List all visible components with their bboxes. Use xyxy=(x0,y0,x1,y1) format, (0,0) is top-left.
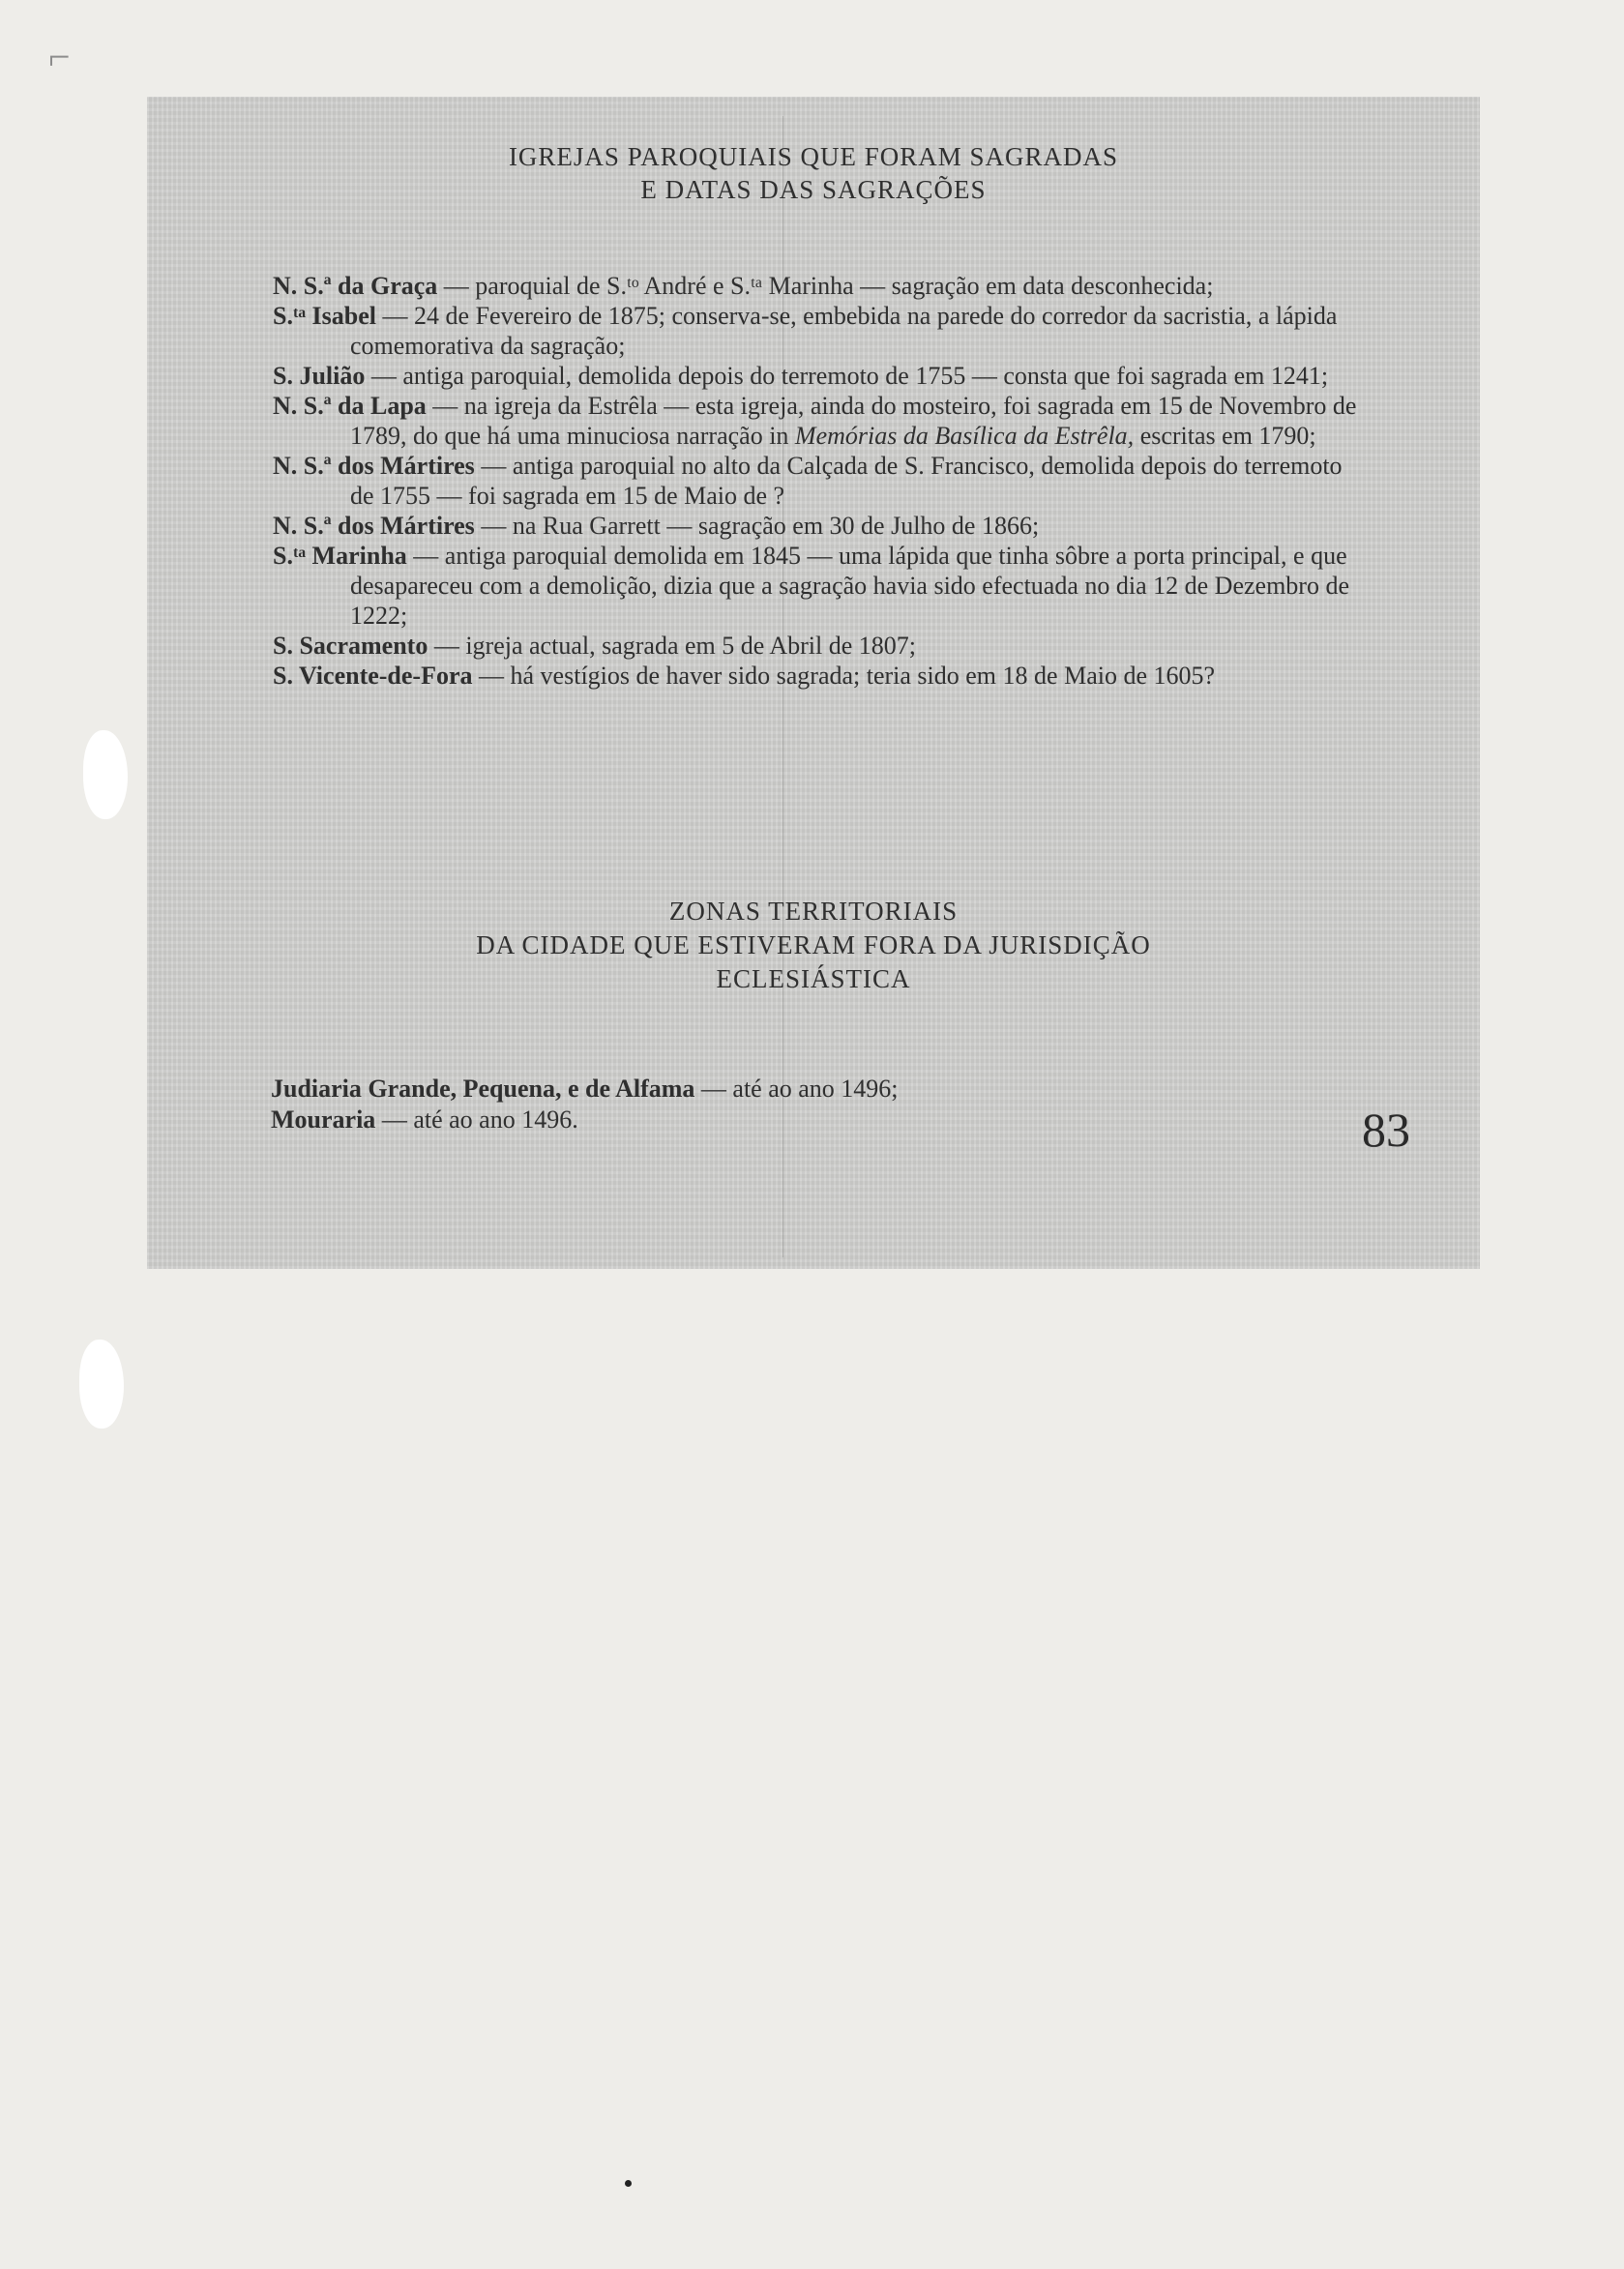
list-item: N. S.ª dos Mártires — na Rua Garrett — sagração em 30 de Julho de 1866; xyxy=(273,512,1040,540)
section1-title-line2: E DATAS DAS SAGRAÇÕES xyxy=(640,175,987,204)
list-item: N. S.ª dos Mártires — antiga paroquial no alto da Calçada de S. Francisco, demolida depois do terremoto de 1755 — foi sagrada em 15 de Maio de ? xyxy=(273,452,1343,510)
punch-hole-bottom xyxy=(79,1340,124,1429)
list-item: S.ᵗᵃ Marinha — antiga paroquial demolida em 1845 — uma lápida que tinha sôbre a porta principal, e que desapareceu com a demolição, dizia que a sagração havia sido efectuada no dia 12 de Dezembro de 1222; xyxy=(273,542,1350,630)
section2-title-line1: ZONAS TERRITORIAIS xyxy=(668,897,959,926)
list-item: S. Julião — antiga paroquial, demolida depois do terremoto de 1755 — consta que foi sagrada em 1241; xyxy=(273,362,1329,390)
territorial-zones-list xyxy=(271,1074,1257,1135)
list-item: Mouraria — até ao ano 1496. xyxy=(271,1105,578,1134)
punch-hole-top xyxy=(83,730,128,819)
list-item: S.ᵗᵃ Isabel — 24 de Fevereiro de 1875; conserva-se, embebida na parede do corredor da sacristia, a lápida comemorativa da sagração; xyxy=(273,302,1338,360)
page-number: 83 xyxy=(1362,1103,1410,1157)
section2-title xyxy=(147,895,1480,996)
list-item: N. S.ª da Graça — paroquial de S.ᵗᵒ André e S.ᵗᵃ Marinha — sagração em data desconhecida; xyxy=(273,272,1214,300)
list-item: N. S.ª da Lapa — na igreja da Estrêla — esta igreja, ainda do mosteiro, foi sagrada em 15 de Novembro de 1789, do que há uma minuciosa narração in Memórias da Basílica da Estrêla, escritas em 1790; xyxy=(273,392,1357,450)
section1-title xyxy=(147,140,1480,206)
consecrated-churches-list xyxy=(273,271,1366,691)
list-item: S. Sacramento — igreja actual, sagrada em 5 de Abril de 1807; xyxy=(273,632,916,660)
section2-title-line3: ECLESIÁSTICA xyxy=(716,964,911,993)
section1-title-line1: IGREJAS PAROQUIAIS QUE FORAM SAGRADAS xyxy=(508,142,1119,171)
list-item: Judiaria Grande, Pequena, e de Alfama — até ao ano 1496; xyxy=(271,1075,899,1103)
pencil-scribble: ⌐ xyxy=(48,35,71,78)
book-title: Memórias da Basílica da Estrêla, xyxy=(794,422,1135,450)
ink-dot xyxy=(625,2180,632,2187)
section2-title-line2: DA CIDADE QUE ESTIVERAM FORA DA JURISDIÇÃO xyxy=(476,930,1151,959)
list-item: S. Vicente-de-Fora — há vestígios de haver sido sagrada; teria sido em 18 de Maio de 1605? xyxy=(273,662,1216,690)
pasted-photocopy xyxy=(147,97,1480,1269)
